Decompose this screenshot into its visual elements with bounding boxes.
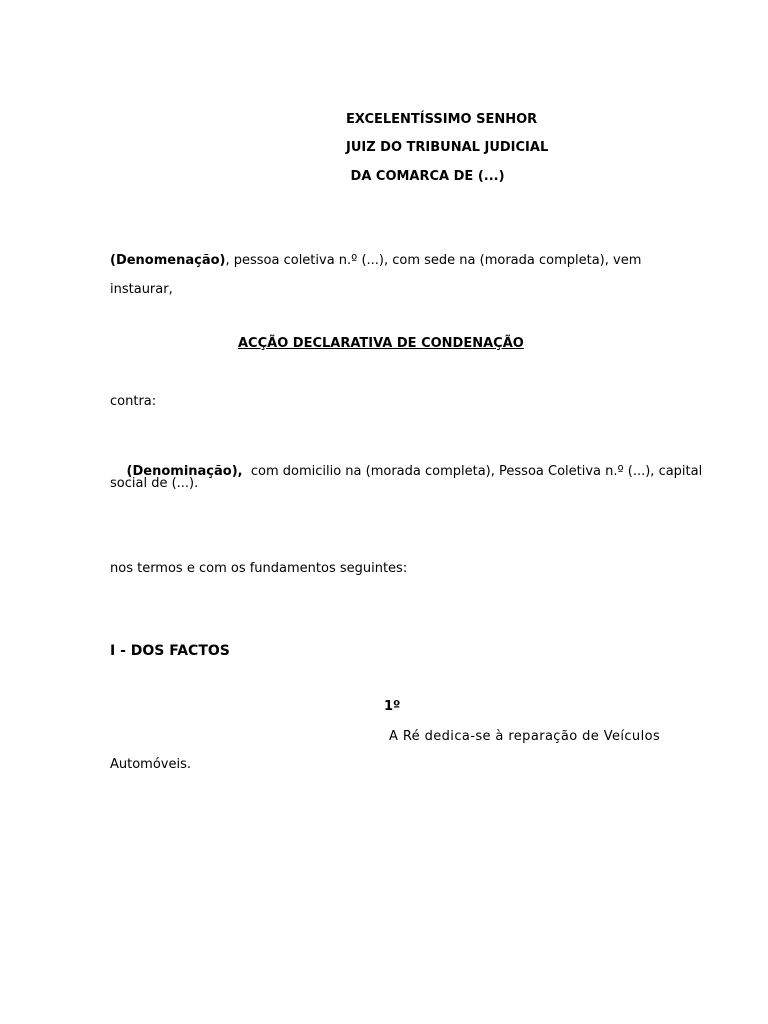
article-text-line-1: A Ré dedica-se à reparação de Veículos	[389, 729, 661, 744]
article-text-line-2: Automóveis.	[110, 757, 192, 772]
action-title: ACÇÃO DECLARATIVA DE CONDENAÇÃO	[238, 336, 524, 351]
grounds-intro: nos termos e com os fundamentos seguintes:	[110, 561, 408, 576]
address-line-2: JUIZ DO TRIBUNAL JUDICIAL	[346, 140, 549, 155]
plaintiff-details: , pessoa coletiva n.º (...), com sede na (morada completa), vem	[225, 253, 642, 268]
section-title: I - DOS FACTOS	[110, 643, 230, 659]
against-label: contra:	[110, 394, 157, 409]
defendant-name: (Denominação),	[126, 464, 243, 479]
address-line-3: DA COMARCA DE (...)	[346, 169, 505, 184]
plaintiff-line-1	[110, 253, 641, 269]
article-number: 1º	[384, 699, 401, 714]
plaintiff-name: (Denomenação)	[110, 253, 226, 268]
defendant-line-2: social de (...).	[110, 476, 199, 491]
plaintiff-line-2: instaurar,	[110, 282, 173, 297]
defendant-details: com domicilio na (morada completa), Pessoa Coletiva n.º (...), capital	[242, 464, 703, 479]
address-line-1: EXCELENTÍSSIMO SENHOR	[346, 112, 538, 127]
defendant-line-1	[110, 448, 702, 496]
